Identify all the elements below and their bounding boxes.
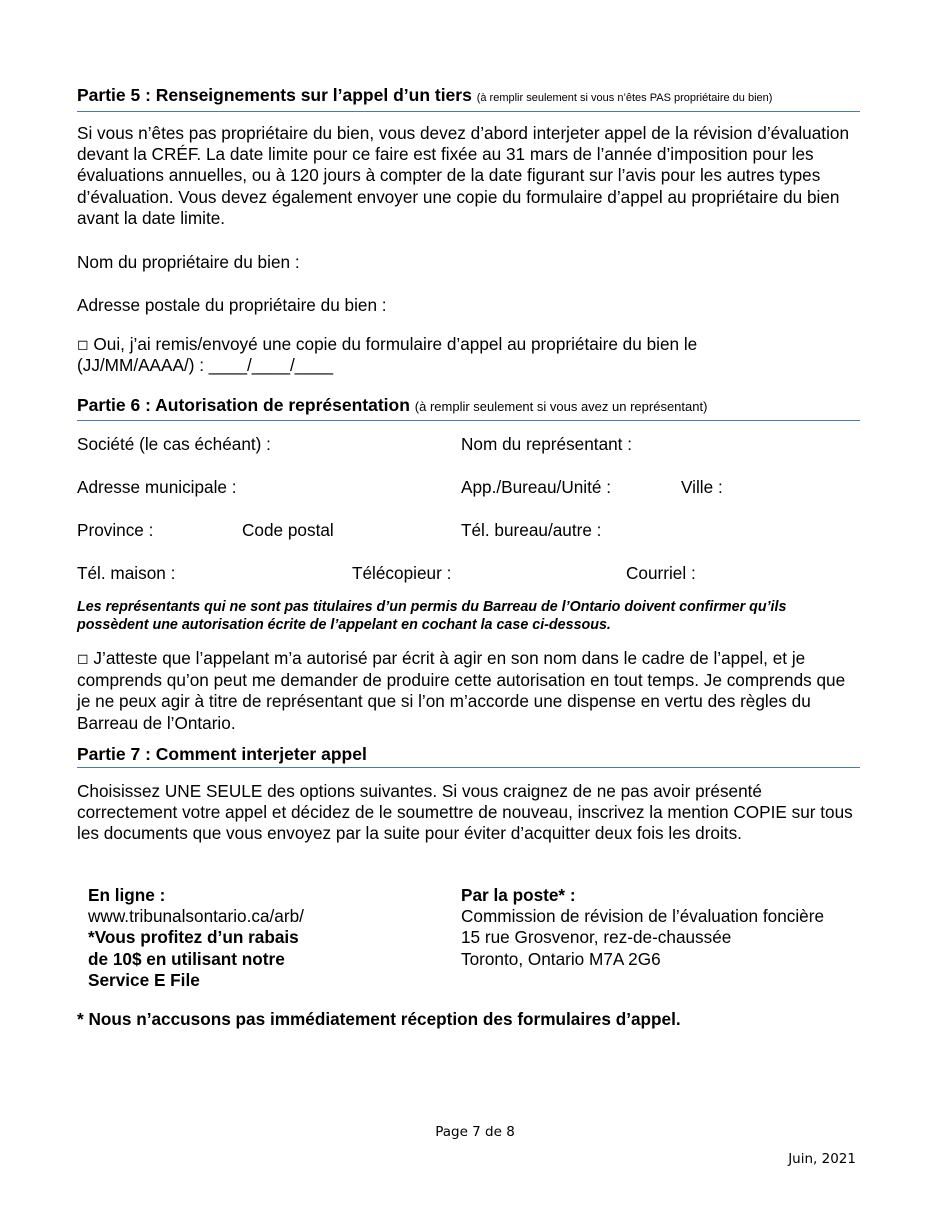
part5-paragraph: Si vous n’êtes pas propriétaire du bien, vous devez d’abord interjeter appel de la révision d’évaluation devant la CRÉF. La date limite pour ce faire est fixée au 31 mars de l’année d’imposition pour les évaluations annuelles, ou à 120 jours à compter de la date figurant sur l’avis pour les autres types d’évaluation. Vous devez également envoyer une copie du formulaire d’appel au propriétaire du bien avant la date limite. (77, 123, 850, 228)
company-label: Société (le cas échéant) : (77, 434, 271, 454)
mail-line2: 15 rue Grosvenor, rez-de-chaussée (461, 927, 732, 948)
province-label: Province : (77, 520, 154, 540)
email-label: Courriel : (626, 563, 696, 583)
copy-sent-date: (JJ/MM/AAAA/) : ____/____/____ (77, 355, 334, 375)
online-url[interactable]: www.tribunalsontario.ca/arb/ (88, 906, 304, 927)
representative-warning: Les représentants qui ne sont pas titulaires d’un permis du Barreau de l’Ontario doivent confirmer qu’ils possèdent une autorisation écrite de l’appelant en cochant la case ci-dessous. (77, 599, 787, 633)
part7-title-text: Partie 7 : Comment interjeter appel (77, 744, 367, 764)
fax-label: Télécopieur : (352, 563, 452, 583)
mail-heading: Par la poste* : (461, 885, 576, 905)
online-promo-line3: Service E File (88, 969, 200, 990)
online-promo-line2: de 10$ en utilisant notre (88, 948, 285, 969)
online-promo-line1: *Vous profitez d’un rabais (88, 927, 299, 948)
footnote: * Nous n’accusons pas immédiatement réception des formulaires d’appel. (77, 1009, 681, 1029)
checkbox-icon[interactable]: ◻ (77, 650, 89, 666)
revision-date: Juin, 2021 (788, 1151, 856, 1167)
part5-title-text: Partie 5 : Renseignements sur l’appel d’un tiers (77, 85, 472, 105)
copy-sent-checkbox-row[interactable] (77, 334, 697, 356)
online-option (88, 885, 304, 991)
mail-line3: Toronto, Ontario M7A 2G6 (461, 948, 661, 969)
mail-option (461, 885, 824, 970)
owner-address-label: Adresse postale du propriétaire du bien : (77, 295, 387, 315)
checkbox-icon[interactable]: ◻ (77, 336, 89, 352)
mail-line1: Commission de révision de l’évaluation foncière (461, 906, 825, 927)
office-phone-label: Tél. bureau/autre : (461, 520, 602, 540)
rep-name-label: Nom du représentant : (461, 434, 633, 454)
online-heading: En ligne : (88, 885, 166, 905)
unit-label: App./Bureau/Unité : (461, 477, 612, 497)
page-number: Page 7 de 8 (435, 1124, 515, 1140)
attest-checkbox-row[interactable] (77, 648, 860, 734)
part6-title (77, 394, 860, 421)
part5-title (77, 84, 860, 112)
part5-note: (à remplir seulement si vous n’êtes PAS propriétaire du bien) (476, 92, 773, 104)
part7-title (77, 743, 860, 768)
city-label: Ville : (681, 477, 723, 497)
postal-code-label: Code postal (242, 520, 334, 540)
part6-note: (à remplir seulement si vous avez un représentant) (414, 399, 708, 414)
attest-text: J’atteste que l’appelant m’a autorisé par écrit à agir en son nom dans le cadre de l’appel, et je comprends qu’on peut me demander de produire cette autorisation en tout temps. Je comprends que je ne peux agir à titre de représentant que si l’on m’accorde une dispense en vertu des règles du Barreau de l’Ontario. (77, 648, 846, 733)
owner-name-label: Nom du propriétaire du bien : (77, 252, 300, 272)
copy-sent-label: Oui, j’ai remis/envoyé une copie du formulaire d’appel au propriétaire du bien le (93, 334, 698, 354)
street-label: Adresse municipale : (77, 477, 237, 497)
part6-title-text: Partie 6 : Autorisation de représentation (77, 395, 410, 415)
part7-paragraph: Choisissez UNE SEULE des options suivantes. Si vous craignez de ne pas avoir présenté correctement votre appel et décidez de le soumettre de nouveau, inscrivez la mention COPIE sur tous les documents que vous envoyez par la suite pour éviter d’acquitter deux fois les droits. (77, 781, 853, 844)
home-phone-label: Tél. maison : (77, 563, 176, 583)
